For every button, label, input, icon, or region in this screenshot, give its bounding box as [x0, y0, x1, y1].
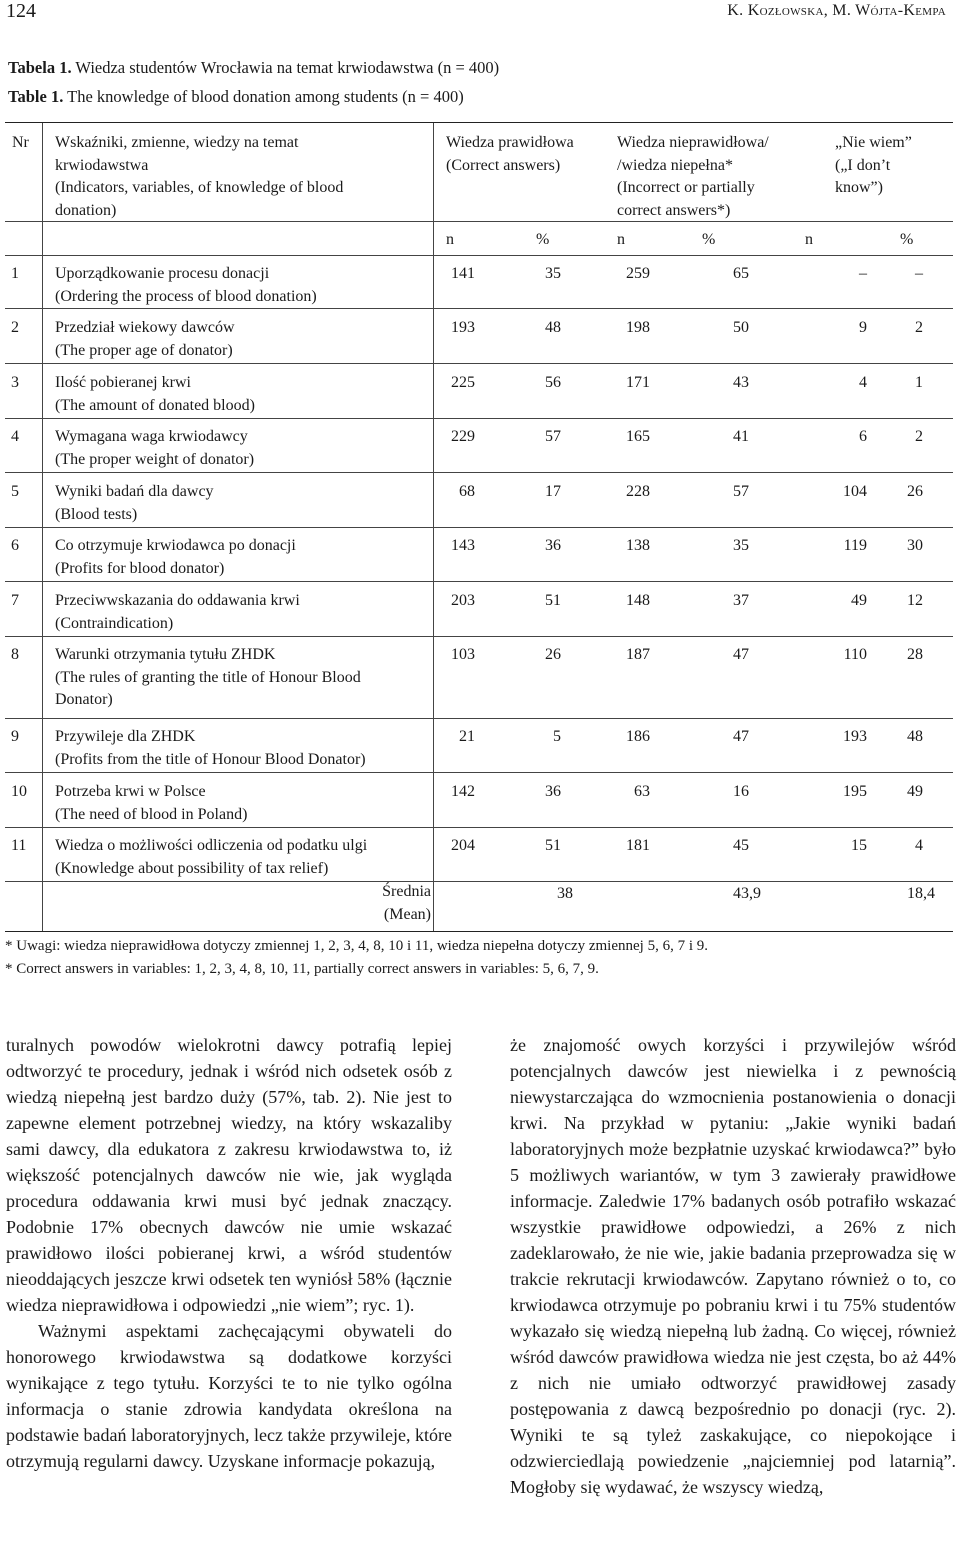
row-label: Przeciwwskazania do oddawania krwi (Contraindication)	[55, 592, 300, 632]
cell-value: 198	[626, 319, 650, 336]
caption-text-pl: Wiedza studentów Wrocławia na temat krwiodawstwa (n = 400)	[75, 58, 500, 77]
cell-value: 138	[626, 537, 650, 554]
body-paragraph: Ważnymi aspektami zachęcającymi obywateli do honorowego krwiodawstwa są dodatkowe korzyści wynikające z tego tytułu. Korzyści te to nie tylko ogólna informacja o stanie zdrowia kandydata określona na podstawie badań laboratoryjnych, lecz także przywileje, które otrzymują regularni dawcy. Uzyskane informacje pokazują,	[6, 1321, 452, 1471]
footnote-pl: * Uwagi: wiedza nieprawidłowa dotyczy zmiennej 1, 2, 3, 4, 8, 10 i 11, wiedza niepełna dotyczy zmiennej 5, 6, 7 i 9.	[5, 938, 708, 954]
cell-value: 28	[907, 646, 923, 663]
subheader-rule	[5, 255, 953, 256]
cell-value: 50	[733, 319, 749, 336]
row-label: Wymagana waga krwiodawcy (The proper weight of donator)	[55, 428, 255, 468]
caption-text-en: The knowledge of blood donation among students (n = 400)	[67, 87, 464, 106]
cell-value: 48	[907, 728, 923, 745]
cell-value: 110	[843, 646, 867, 663]
row-label: Wyniki badań dla dawcy (Blood tests)	[55, 483, 214, 523]
cell-value: 15	[851, 837, 867, 854]
table-caption-pl	[8, 58, 499, 78]
cell-value: 181	[626, 837, 650, 854]
cell-value: 225	[451, 374, 475, 391]
cell-value: 143	[451, 537, 475, 554]
cell-value: 36	[545, 783, 561, 800]
cell-value: 41	[733, 428, 749, 445]
row-number: 6	[11, 537, 19, 554]
cell-value: 21	[459, 728, 475, 745]
cell-value: 17	[545, 483, 561, 500]
row-label: Potrzeba krwi w Polsce (The need of blood in Poland)	[55, 783, 248, 823]
row-number: 7	[11, 592, 19, 609]
footnote-en: * Correct answers in variables: 1, 2, 3, 4, 8, 10, 11, partially correct answers in variables: 5, 6, 7, 9.	[5, 961, 599, 977]
cell-value: 36	[545, 537, 561, 554]
row-number: 4	[11, 428, 19, 445]
row-label: Przywileje dla ZHDK (Profits from the title of Honour Blood Donator)	[55, 728, 366, 768]
cell-value: 203	[451, 592, 475, 609]
cell-value: 171	[626, 374, 650, 391]
row-number: 5	[11, 483, 19, 500]
cell-value: 51	[545, 837, 561, 854]
cell-value: 51	[545, 592, 561, 609]
row-number: 8	[11, 646, 19, 663]
row-separator	[5, 472, 953, 473]
cell-value: 104	[843, 483, 867, 500]
table-caption-en	[8, 87, 464, 107]
row-separator	[5, 308, 953, 309]
row-separator	[5, 827, 953, 828]
cell-value: 26	[545, 646, 561, 663]
cell-value: 165	[626, 428, 650, 445]
subheader-percent: %	[900, 231, 914, 248]
cell-value: 2	[915, 319, 923, 336]
header-indicator: Wskaźniki, zmienne, wiedzy na temat krwiodawstwa (Indicators, variables, of knowledge of blood donation)	[55, 134, 344, 219]
cell-value: 228	[626, 483, 650, 500]
header-correct: Wiedza prawidłowa (Correct answers)	[446, 134, 574, 174]
cell-value: 57	[545, 428, 561, 445]
cell-value: 47	[733, 646, 749, 663]
row-separator	[5, 772, 953, 773]
header-incorrect: Wiedza nieprawidłowa/ /wiedza niepełna* (Incorrect or partially correct answers*)	[617, 134, 769, 219]
row-separator	[5, 881, 953, 882]
cell-value: –	[859, 265, 867, 282]
cell-value: 30	[907, 537, 923, 554]
cell-value: 37	[733, 592, 749, 609]
row-separator	[5, 418, 953, 419]
row-number: 1	[11, 265, 19, 282]
caption-label-en: Table 1.	[8, 87, 64, 106]
body-paragraph: że znajomość owych korzyści i przywilejów wśród potencjalnych dawców jest niewielka i z pewnością niewystarczająca do wzmocnienia postanowienia o donacji krwi. Na przykład w pytaniu: „Jakie wyniki badań laboratoryjnych może bezpłatnie uzyskać krwiodawca?” było 5 możliwych wariantów, w tym 3 zawierały prawidłowe informacje. Zaledwie 17% badanych osób potrafiło wskazać wszystkie prawidłowe odpowiedzi, a 26% z nich zadeklarowało, że nie wie, jakie badania przeprowadza się w trakcie rekrutacji krwiodawców. Zapytano również o to, co krwiodawca otrzymuje po pobraniu krwi i tu 75% studentów wykazało się wiedzą niepełną lub żadną. Co więcej, również wśród dawców prawidłowa wiedza nie jest częsta, bo aż 44% z nich nie umiało odtworzyć prawidłowej zasady postępowania z dawcą bezpośrednio po donacji (ryc. 2). Wyniki te są tyleż zaskakujące, co niepokojące i odzwierciedlają powiedzenie „najciemniej pod latarnią”. Mogłoby się wydawać, że wszyscy wiedzą,	[510, 1035, 956, 1497]
row-label: Co otrzymuje krwiodawca po donacji (Profits for blood donator)	[55, 537, 296, 577]
cell-value: 57	[733, 483, 749, 500]
cell-value: 5	[553, 728, 561, 745]
subheader-percent: %	[536, 231, 550, 248]
cell-value: 119	[843, 537, 867, 554]
cell-value: 47	[733, 728, 749, 745]
cell-value: 4	[915, 837, 923, 854]
cell-value: 193	[451, 319, 475, 336]
row-number: 10	[11, 783, 27, 800]
row-separator	[5, 636, 953, 637]
running-header	[6, 0, 946, 26]
caption-label-pl: Tabela 1.	[8, 58, 72, 77]
row-label: Uporządkowanie procesu donacji (Ordering the process of blood donation)	[55, 265, 317, 305]
cell-value: 229	[451, 428, 475, 445]
cell-value: 141	[451, 265, 475, 282]
cell-value: –	[915, 265, 923, 282]
cell-value: 49	[851, 592, 867, 609]
cell-value: 193	[843, 728, 867, 745]
row-separator	[5, 581, 953, 582]
cell-value: 2	[915, 428, 923, 445]
row-label: Ilość pobieranej krwi (The amount of donated blood)	[55, 374, 255, 414]
cell-value: 45	[733, 837, 749, 854]
cell-value: 12	[907, 592, 923, 609]
row-separator	[5, 527, 953, 528]
row-number: 2	[11, 319, 19, 336]
cell-value: 6	[859, 428, 867, 445]
cell-value: 63	[634, 783, 650, 800]
page-number: 124	[6, 0, 36, 22]
row-label: Przedział wiekowy dawców (The proper age of donator)	[55, 319, 235, 359]
cell-value: 65	[733, 265, 749, 282]
cell-value: 68	[459, 483, 475, 500]
cell-value: 195	[843, 783, 867, 800]
cell-value: 1	[915, 374, 923, 391]
subheader-percent: %	[702, 231, 716, 248]
row-number: 9	[11, 728, 19, 745]
mean-value: 18,4	[907, 885, 935, 902]
cell-value: 35	[733, 537, 749, 554]
cell-value: 103	[451, 646, 475, 663]
cell-value: 26	[907, 483, 923, 500]
cell-value: 4	[859, 374, 867, 391]
mean-value: 38	[557, 885, 573, 902]
row-label: Warunki otrzymania tytułu ZHDK (The rules of granting the title of Honour Blood Donator)	[55, 646, 361, 708]
row-number: 3	[11, 374, 19, 391]
body-column-right	[510, 1032, 956, 1500]
body-column-left	[6, 1032, 452, 1474]
row-separator	[5, 363, 953, 364]
cell-value: 148	[626, 592, 650, 609]
cell-value: 9	[859, 319, 867, 336]
cell-value: 142	[451, 783, 475, 800]
body-paragraph: turalnych powodów wielokrotni dawcy potrafią lepiej odtworzyć te procedury, jednak i wśród nich odsetek osób z wiedzą niepełną jest bardzo duży (57%, tab. 2). Nie jest to zapewne element potrzebnej wiedzy, na który wskazaliby sami dawcy, dla edukatora z zakresu krwiodawstwa to, iż większość potencjalnych dawców nie wie, jak wygląda procedura oddawania krwi musi być jednak znaczący. Podobnie 17% obecnych dawców nie umie wskazać prawidłowo ilości pobieranej krwi, a wśród studentów nieoddających jeszcze krwi odsetek ten wyniósł 58% (łącznie wiedza nieprawidłowa i odpowiedzi „nie wiem”; ryc. 1).	[6, 1035, 452, 1315]
subheader-n: n	[617, 231, 625, 248]
cell-value: 259	[626, 265, 650, 282]
knowledge-table	[5, 122, 953, 932]
row-label: Wiedza o możliwości odliczenia od podatku ulgi (Knowledge about possibility of tax relief)	[55, 837, 368, 877]
header-nr: Nr	[12, 134, 29, 151]
cell-value: 56	[545, 374, 561, 391]
header-dontknow: „Nie wiem” („I don’t know”)	[835, 134, 912, 196]
cell-value: 48	[545, 319, 561, 336]
cell-value: 35	[545, 265, 561, 282]
cell-value: 49	[907, 783, 923, 800]
mean-value: 43,9	[733, 885, 761, 902]
cell-value: 204	[451, 837, 475, 854]
row-separator	[5, 718, 953, 719]
running-authors: K. Kozłowska, M. Wójta-Kempa	[727, 2, 946, 19]
mean-label: Średnia (Mean)	[382, 883, 431, 923]
cell-value: 186	[626, 728, 650, 745]
subheader-n: n	[446, 231, 454, 248]
cell-value: 187	[626, 646, 650, 663]
cell-value: 16	[733, 783, 749, 800]
row-number: 11	[11, 837, 27, 854]
subheader-n: n	[805, 231, 813, 248]
cell-value: 43	[733, 374, 749, 391]
